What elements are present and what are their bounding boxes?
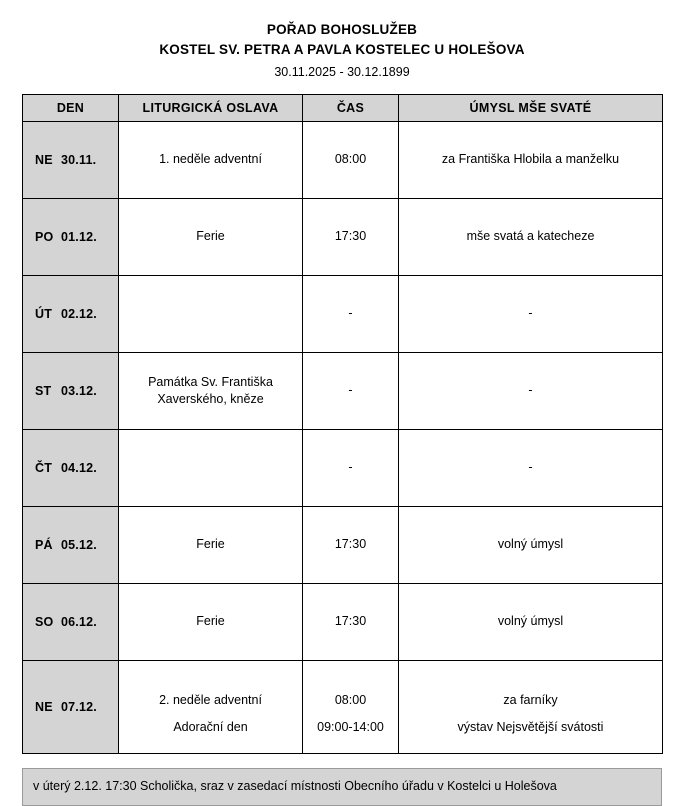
row-date: 30.11.	[61, 153, 96, 167]
column-header-time: ČAS	[303, 94, 399, 121]
row-day-of-week: ST	[35, 384, 61, 398]
row-liturgy	[119, 429, 303, 506]
row-day-of-week: PÁ	[35, 538, 61, 552]
row-day-cell	[23, 121, 119, 198]
row-day-cell	[23, 506, 119, 583]
table-row	[23, 275, 663, 352]
row-intention: za farníky	[399, 660, 663, 715]
row-date: 04.12.	[61, 461, 97, 475]
row-liturgy: Ferie	[119, 506, 303, 583]
row-extra-intention: výstav Nejsvětější svátosti	[399, 715, 663, 754]
row-intention: -	[399, 352, 663, 429]
row-liturgy: Ferie	[119, 198, 303, 275]
row-time: -	[303, 275, 399, 352]
footer-note: v úterý 2.12. 17:30 Scholička, sraz v zasedací místnosti Obecního úřadu v Kostelci u Holešova	[22, 768, 662, 806]
table-row	[23, 198, 663, 275]
row-liturgy: 1. neděle adventní	[119, 121, 303, 198]
row-date: 01.12.	[61, 230, 97, 244]
row-day-cell	[23, 198, 119, 275]
table-row	[23, 121, 663, 198]
row-time: 08:00	[303, 660, 399, 715]
row-liturgy	[119, 275, 303, 352]
table-row-extra	[23, 715, 663, 754]
row-liturgy: Ferie	[119, 583, 303, 660]
row-liturgy: 2. neděle adventní	[119, 660, 303, 715]
column-header-day: DEN	[23, 94, 119, 121]
row-time: -	[303, 429, 399, 506]
row-day-of-week: SO	[35, 615, 61, 629]
column-header-intention: ÚMYSL MŠE SVATÉ	[399, 94, 663, 121]
row-day-cell	[23, 660, 119, 753]
row-date: 05.12.	[61, 538, 97, 552]
row-time: -	[303, 352, 399, 429]
page-title: POŘAD BOHOSLUŽEB	[22, 20, 662, 40]
row-day-cell	[23, 583, 119, 660]
table-row	[23, 660, 663, 715]
table-row	[23, 583, 663, 660]
document-header	[22, 0, 662, 82]
table-row	[23, 429, 663, 506]
row-day-cell	[23, 352, 119, 429]
column-header-liturgy: LITURGICKÁ OSLAVA	[119, 94, 303, 121]
row-date: 06.12.	[61, 615, 97, 629]
row-day-of-week: NE	[35, 153, 61, 167]
row-time: 08:00	[303, 121, 399, 198]
row-intention: -	[399, 275, 663, 352]
table-header-row	[23, 94, 663, 121]
row-intention: volný úmysl	[399, 506, 663, 583]
schedule-table	[22, 94, 663, 754]
row-day-of-week: PO	[35, 230, 61, 244]
row-day-cell	[23, 275, 119, 352]
row-day-of-week: NE	[35, 700, 61, 714]
row-extra-liturgy: Adorační den	[119, 715, 303, 754]
date-range: 30.11.2025 - 30.12.1899	[22, 61, 662, 82]
row-date: 07.12.	[61, 700, 97, 714]
table-row	[23, 506, 663, 583]
table-row	[23, 352, 663, 429]
row-time: 17:30	[303, 198, 399, 275]
row-time: 17:30	[303, 583, 399, 660]
row-day-of-week: ČT	[35, 461, 61, 475]
page-subtitle: KOSTEL SV. PETRA A PAVLA KOSTELEC U HOLEŠOVA	[22, 40, 662, 60]
row-intention: mše svatá a katecheze	[399, 198, 663, 275]
row-intention: -	[399, 429, 663, 506]
row-day-of-week: ÚT	[35, 307, 61, 321]
row-date: 02.12.	[61, 307, 97, 321]
row-intention: za Františka Hlobila a manželku	[399, 121, 663, 198]
row-liturgy: Památka Sv. Františka Xaverského, kněze	[119, 352, 303, 429]
row-intention: volný úmysl	[399, 583, 663, 660]
table-body	[23, 121, 663, 753]
row-time: 17:30	[303, 506, 399, 583]
table-header	[23, 94, 663, 121]
row-day-cell	[23, 429, 119, 506]
row-extra-time: 09:00-14:00	[303, 715, 399, 754]
row-date: 03.12.	[61, 384, 97, 398]
